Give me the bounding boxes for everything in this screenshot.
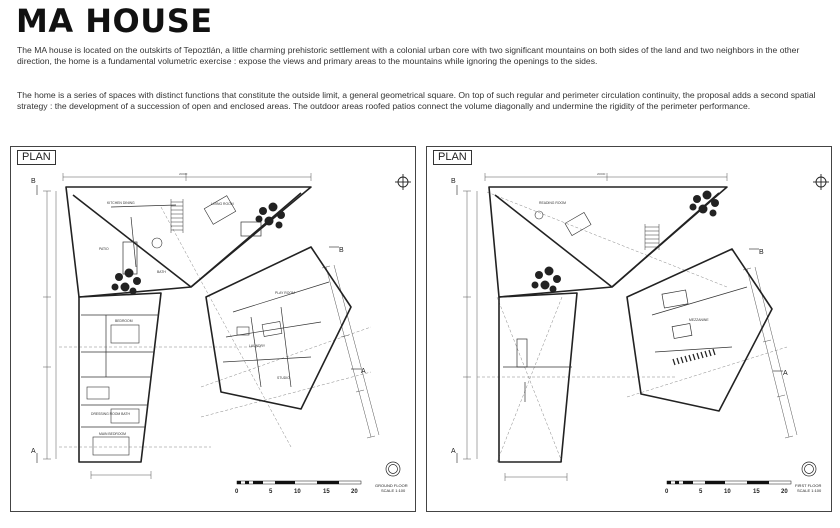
ground-floor-drawing: [11, 147, 415, 511]
floor-caption: GROUND FLOOR: [375, 483, 408, 488]
north-arrow-icon: [395, 174, 411, 190]
furniture: [535, 211, 591, 236]
staircase: [171, 199, 183, 233]
room-label-bedroom: BEDROOM: [115, 319, 133, 323]
section-marker-a: A: [451, 448, 456, 455]
scale-caption: SCALE 1:100: [381, 488, 406, 493]
page-title: MA HOUSE: [16, 2, 213, 40]
scale-tick-label: 20: [351, 489, 358, 495]
interior-partitions: [503, 287, 747, 402]
building-walls: [489, 187, 772, 462]
scale-tick-label: 0: [235, 489, 239, 495]
scale-caption: SCALE 1:100: [797, 488, 822, 493]
concept-paragraph: The home is a series of spaces with distinct functions that constitute the outside limit, a general geometrical square. On top of such regular and perimeter circulation continuity, the proposal adds a second spatial strategy : the development of a succession of open and enclosed areas. The outdoor areas roofed patios connect the volume diagonally and undermine the rigidity of the perimeter performance.: [17, 90, 816, 112]
scale-tick-label: 5: [269, 489, 273, 495]
room-label-mezzanine: MEZZANINE: [689, 318, 709, 322]
scale-bar: [667, 481, 791, 484]
section-marker-b: B: [451, 178, 456, 185]
room-label-reading: READING ROOM: [539, 201, 566, 205]
scale-tick-label: 10: [724, 489, 731, 495]
section-marker-a: A: [361, 368, 366, 375]
room-label-living: LIVING ROOM: [211, 202, 234, 206]
plan-label: PLAN: [433, 150, 472, 165]
floor-caption: FIRST FLOOR: [795, 483, 822, 488]
room-label-play: PLAY ROOM: [275, 291, 295, 295]
first-floor-plan-panel: [426, 146, 832, 512]
mezzanine-railing: [673, 349, 715, 365]
room-label-dressing: DRESSING ROOM BATH: [91, 412, 130, 416]
room-label-patio: PATIO: [99, 247, 109, 251]
scale-tick-label: 0: [665, 489, 669, 495]
section-marker-a: A: [783, 370, 788, 377]
scale-tick-label: 15: [323, 489, 330, 495]
diagonal-dimension: [322, 265, 379, 438]
diagonal-dimension: [743, 267, 797, 438]
section-markers: [457, 185, 783, 463]
scale-tick-label: 15: [753, 489, 760, 495]
section-marker-b: B: [31, 178, 36, 185]
plan-label: PLAN: [17, 150, 56, 165]
scale-badge-icon: [386, 462, 400, 476]
scale-tick-label: 20: [781, 489, 788, 495]
section-marker-a: A: [31, 448, 36, 455]
scale-tick-label: 10: [294, 489, 301, 495]
staircase: [645, 224, 659, 250]
intro-paragraph: The MA house is located on the outskirts of Tepoztlán, a little charming prehistoric settlement with a colonial urban core with two significant mountains on both sides of the land and two neighbors in the other direction, the home is a fundamental volumetric exercise : expose the views and primary areas to the mountains while ignoring the openings to the sides.: [17, 45, 800, 67]
tree-icon: [532, 191, 720, 293]
room-label-kitchen: KITCHEN DINING: [107, 201, 135, 205]
dimension-lines: [463, 173, 727, 481]
scale-badge-icon: [802, 462, 816, 476]
room-label-laundry: LAUNDRY: [249, 344, 266, 348]
room-label-master: MAIN BEDROOM: [99, 432, 126, 436]
interior-partitions: [81, 205, 329, 427]
section-marker-b: B: [339, 247, 344, 254]
scale-bar: [237, 481, 361, 484]
north-arrow-icon: [813, 174, 829, 190]
room-label-bath: BATH: [157, 270, 166, 274]
section-marker-b: B: [759, 249, 764, 256]
scale-tick-label: 5: [699, 489, 703, 495]
ground-floor-plan-panel: [10, 146, 416, 512]
first-floor-drawing: [427, 147, 831, 511]
building-walls: [66, 187, 351, 462]
dimension-text: 20000: [597, 172, 606, 176]
room-label-studio: STUDIO: [277, 376, 290, 380]
section-markers: [37, 185, 361, 463]
dimension-text: 20000: [179, 172, 188, 176]
